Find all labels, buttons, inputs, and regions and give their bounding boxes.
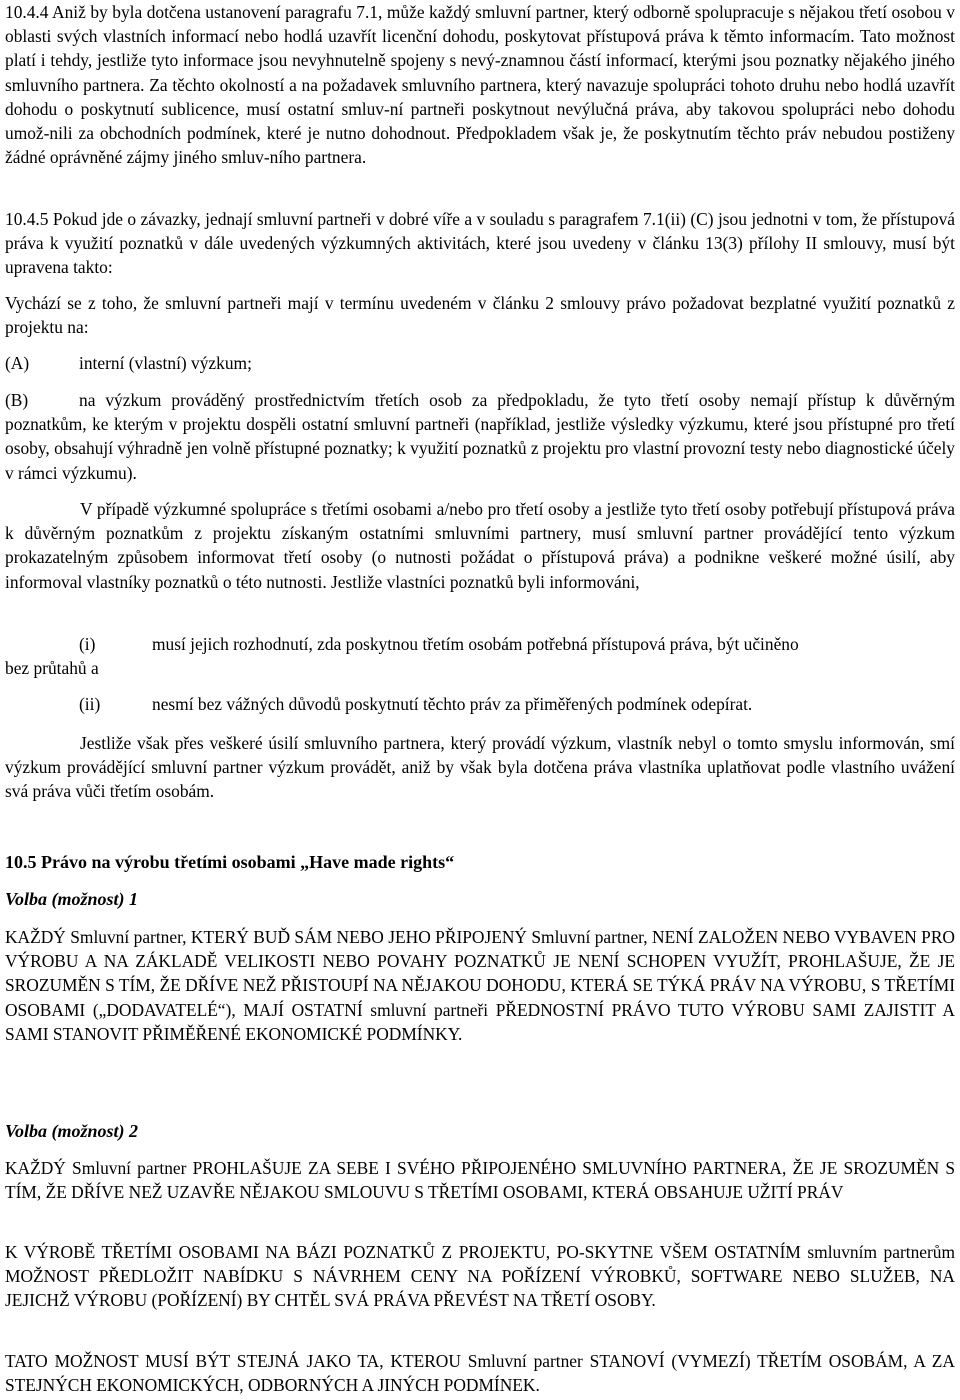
list-item-i-cont-text: bez průtahů a [5, 658, 99, 678]
option-2-title: Volba (možnost) 2 [5, 1121, 139, 1141]
paragraph-10-4-4: 10.4.4 Aniž by byla dotčena ustanovení paragrafu 7.1, může každý smluvní partner, který odborně spolupracuje s nějakou třetí osobou v oblasti svých vlastních informací nebo hodlá uzavřít licenční dohodu, poskytovat přístupová práva k těmto informacím. Tato možnost platí i tehdy, jestliže tyto informace jsou nevyhnutelně spojeny s nevý-znamnou částí informací, kterými jsou poznatky nějakého jiného smluvního partnera. Za těchto okolností a na požadavek smluvního partnera, který navazuje spolupráci tohoto druhu nebo hodlá uzavřít dohodu o poskytnutí sublicence, musí ostatní smluv-ní partneři poskytnout nevýlučná práva, aby takovou spolupráci nebo dohodu umož-nili za obchodních podmínek, které je nutno dohodnout. Předpokladem však je, že poskytnutím těchto práv nebudou postiženy žádné oprávněné zájmy jiného smluv-ního partnera. [5, 2, 955, 168]
option-2-text-1: KAŽDÝ Smluvní partner PROHLAŠUJE ZA SEBE I SVÉHO PŘIPOJENÉHO SMLUVNÍHO PARTNERA, ŽE JE SROZUMĚN S TÍM, ŽE DŘÍVE NEŽ UZAVŘE NĚJAKOU SMLOUVU S TŘETÍMI OSOBAMI, KTERÁ OBSAHUJE UŽITÍ PRÁV [5, 1158, 955, 1203]
paragraph-intro-free-use: Vychází se z toho, že smluvní partneři mají v termínu uvedeném v článku 2 smlouvy právo požadovat bezplatné využití poznatků z projektu na: [5, 293, 955, 338]
paragraph-third-party-cooperation: V případě výzkumné spolupráce s třetími osobami a/nebo pro třetí osoby a jestliže tyto třetí osoby potřebují přístupová práva k důvěrným poznatkům z projektu získaným ostatními smluvními partnery, musí smluvní partner provádějící tento výzkum prokazatelným způsobem informovat třetí osoby (o nutnosti požádat o přístupová práva) a podnikne veškeré možné úsilí, aby informoval vlastníky poznatků o této nutnosti. Jestliže vlastníci poznatků byli informováni, [5, 499, 955, 592]
list-item-a-text: interní (vlastní) výzkum; [79, 353, 252, 373]
option-2-text-2: K VÝROBĚ TŘETÍMI OSOBAMI NA BÁZI POZNATKŮ Z PROJEKTU, PO-SKYTNE VŠEM OSTATNÍM smluvním partnerům MOŽNOST PŘEDLOŽIT NABÍDKU S NÁVRHEM CENY NA POŘÍZENÍ VÝROBKŮ, SOFTWARE NEBO SLUŽEB, NA JEJICHŽ VÝROBU (POŘÍZENÍ) BY CHTĚL SVÁ PRÁVA PŘEVÉST NA TŘETÍ OSOBY. [5, 1242, 955, 1311]
paragraph-owner-not-informed: Jestliže však přes veškeré úsilí smluvního partnera, který provádí výzkum, vlastník nebyl o tomto smyslu informován, smí výzkum provádějící smluvní partner výzkum provádět, aniž by však byla dotčena práva vlastníka uplatňovat podle vlastního uvážení svá práva vůči třetím osobám. [5, 733, 955, 802]
list-item-i-continuation [5, 656, 955, 680]
paragraph-10-4-5: 10.4.5 Pokud jde o závazky, jednají smluvní partneři v dobré víře a v souladu s paragrafem 7.1(ii) (C) jsou jednotni v tom, že přístupová práva k využití poznatků v dále uvedených výzkumných aktivitách, které jsou uvedeny v článku 13(3) přílohy II smlouvy, musí být upravena takto: [5, 209, 955, 278]
list-item-b-text: na výzkum prováděný prostřednictvím třetích osob za předpokladu, že tyto třetí osoby nemají přístup k důvěrným poznatkům, ke kterým v projektu dospěli ostatní smluvní partneři (například, jestliže výsledky výzkumu, které jsou přístupné pro třetí osoby, obsahují výhradně jen volně přístupné poznatky; k využití poznatků z projektu pro vlastní provozní testy nebo diagnostické účely v rámci výzkumu). [5, 390, 955, 483]
list-item-ii [5, 692, 955, 716]
list-item-ii-text: nesmí bez vážných důvodů poskytnutí těchto práv za přiměřených podmínek odepírat. [152, 694, 753, 714]
list-item-i-label: (i) [79, 634, 96, 654]
option-1-title: Volba (možnost) 1 [5, 889, 139, 909]
list-item-i-text: musí jejich rozhodnutí, zda poskytnou třetím osobám potřebná přístupová práva, být učiněno [152, 634, 799, 654]
list-item-b-label: (B) [5, 390, 29, 410]
list-item-a [5, 351, 955, 377]
list-item-i [5, 632, 955, 656]
section-heading-10-5: 10.5 Právo na výrobu třetími osobami „Have made rights“ [5, 852, 455, 872]
list-item-a-label: (A) [5, 353, 30, 373]
option-2-text-3: TATO MOŽNOST MUSÍ BÝT STEJNÁ JAKO TA, KTEROU Smluvní partner STANOVÍ (VYMEZÍ) TŘETÍM OSOBÁM, A ZA STEJNÝCH EKONOMICKÝCH, ODBORNÝCH A JINÝCH PODMÍNEK. [5, 1351, 955, 1396]
option-1-text: KAŽDÝ Smluvní partner, KTERÝ BUĎ SÁM NEBO JEHO PŘIPOJENÝ Smluvní partner, NENÍ ZALOŽEN NEBO VYBAVEN PRO VÝROBU A NA ZÁKLADĚ VELIKOSTI NEBO POVAHY POZNATKŮ JE NENÍ SCHOPEN VYUŽÍT, PROHLAŠUJE, ŽE JE SROZUMĚN S TÍM, ŽE DŘÍVE NEŽ PŘISTOUPÍ NA NĚJAKOU DOHODU, KTERÁ SE TÝKÁ PRÁV NA VÝROBU, S TŘETÍMI OSOBAMI („DODAVATELÉ“), MAJÍ OSTATNÍ smluvní partneři PŘEDNOSTNÍ PRÁVO TUTO VÝROBU SAMI ZAJISTIT A SAMI STANOVIT PŘIMĚŘENÉ EKONOMICKÉ PODMÍNKY. [5, 927, 955, 1044]
list-item-ii-label: (ii) [79, 694, 101, 714]
